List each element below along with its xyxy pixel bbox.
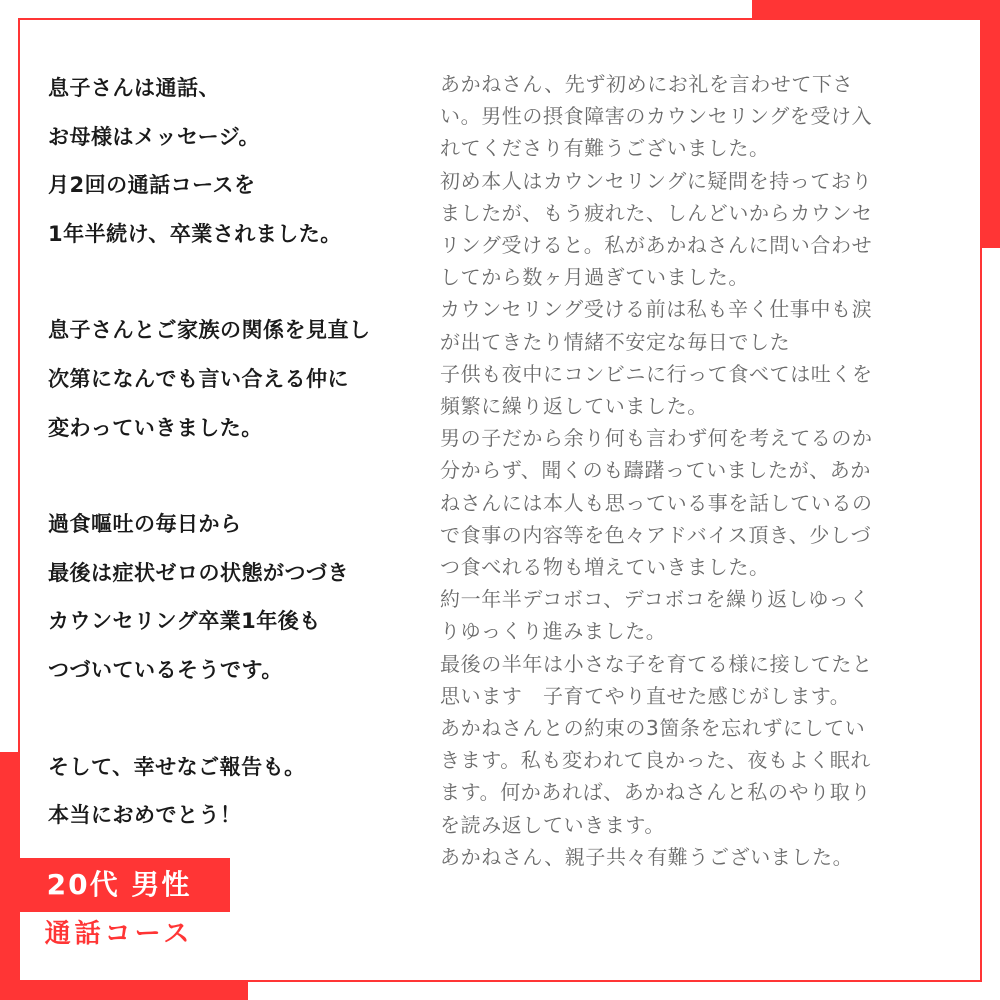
- testimonial-line: つ食べれる物も増えていきました。: [440, 555, 770, 580]
- testimonial-line: りゆっくり進みました。: [440, 619, 667, 644]
- course-label: 通話コース: [44, 919, 194, 949]
- testimonial-line: を読み返していきます。: [440, 812, 665, 837]
- testimonial-line: リング受けると。私があかねさんに問い合わせ: [440, 233, 873, 258]
- summary-line: 最後は症状ゼロの状態がつづき: [48, 560, 349, 585]
- testimonial-line: が出てきたり情緒不安定な毎日でした: [440, 329, 791, 354]
- summary-line: 次第になんでも言い合える仲に: [48, 366, 349, 391]
- summary-line: 息子さんは通話、: [48, 76, 220, 100]
- summary-paragraph: [48, 743, 438, 840]
- testimonial-line: 子供も夜中にコンビニに行って食べては吐くを: [440, 361, 873, 386]
- summary-line: 息子さんとご家族の関係を見直し: [48, 318, 371, 343]
- testimonial-line: 初め本人はカウンセリングに疑問を持っており: [440, 168, 873, 193]
- testimonial-line: してから数ヶ月過ぎていました。: [440, 265, 749, 290]
- testimonial-line: 分からず、聞くのも躊躇っていましたが、あか: [440, 458, 871, 483]
- testimonial-line: 約一年半デコボコ、デコボコを繰り返しゆっく: [440, 587, 870, 612]
- summary-paragraph: [48, 500, 438, 694]
- testimonial-line: ねさんには本人も思っている事を話しているの: [440, 490, 873, 515]
- testimonial-column: [440, 68, 940, 873]
- summary-paragraph: [48, 64, 438, 258]
- summary-paragraph: [48, 306, 438, 452]
- testimonial-line: ます。何かあれば、あかねさんと私のやり取り: [440, 780, 871, 805]
- testimonial-line: きます。私も変われて良かった、夜もよく眠れ: [440, 748, 871, 773]
- summary-line: つづいているそうです。: [48, 657, 283, 682]
- testimonial-line: れてくださり有難うございました。: [440, 136, 770, 161]
- testimonial-line: あかねさんとの約束の3箇条を忘れずにしてい: [440, 716, 866, 741]
- testimonial-line: 最後の半年は小さな子を育てる様に接してたと: [440, 651, 873, 676]
- testimonial-line: ましたが、もう疲れた、しんどいからカウンセ: [440, 200, 873, 225]
- testimonial-line: あかねさん、親子共々有難うございました。: [440, 844, 854, 869]
- summary-line: 本当におめでとう！: [48, 803, 242, 828]
- summary-line: カウンセリング卒業1年後も: [48, 609, 321, 634]
- summary-line: 月2回の通話コースを: [48, 173, 256, 198]
- testimonial-line: カウンセリング受ける前は私も辛く仕事中も涙: [440, 297, 873, 322]
- testimonial-line: 男の子だから余り何も言わず何を考えてるのか: [440, 426, 873, 451]
- summary-line: 過食嘔吐の毎日から: [48, 512, 242, 537]
- content-card: [18, 18, 982, 982]
- summary-column: [48, 64, 438, 888]
- summary-line: お母様はメッセージ。: [48, 124, 261, 149]
- testimonial-line: 頻繁に繰り返していました。: [440, 394, 708, 419]
- age-gender-badge: 20代 男性: [8, 858, 230, 912]
- summary-line: そして、幸せなご報告も。: [48, 754, 306, 779]
- summary-line: 変わっていきました。: [48, 415, 263, 440]
- testimonial-line: あかねさん、先ず初めにお礼を言わせて下さ: [440, 72, 854, 96]
- summary-line: 1年半続け、卒業されました。: [48, 221, 342, 246]
- testimonial-line: 思います 子育てやり直せた感じがします。: [440, 683, 851, 708]
- testimonial-line: い。男性の摂食障害のカウンセリングを受け入: [440, 104, 873, 129]
- testimonial-line: で食事の内容等を色々アドバイス頂き、少しづ: [440, 522, 872, 547]
